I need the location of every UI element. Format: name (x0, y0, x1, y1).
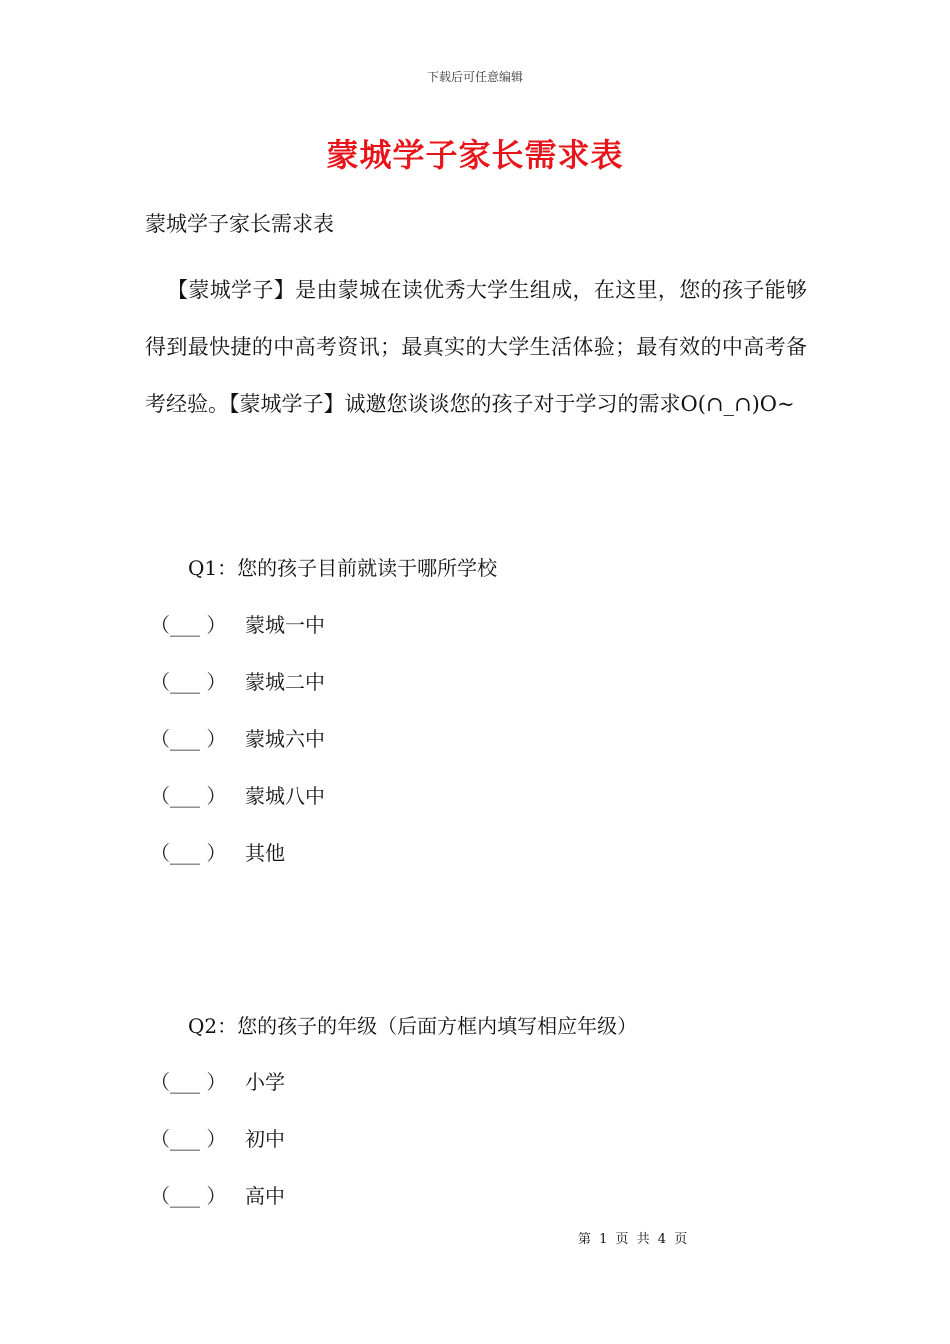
option-label: 蒙城八中 (245, 783, 325, 808)
question-1: Q1：您的孩子目前就读于哪所学校 (188, 556, 498, 580)
q1-option[interactable] (150, 666, 325, 694)
document-title: 蒙城学子家长需求表 (326, 136, 624, 174)
q2-option[interactable] (150, 1066, 285, 1094)
document-subtitle: 蒙城学子家长需求表 (145, 212, 334, 236)
q1-option[interactable] (150, 723, 325, 751)
option-label: 初中 (245, 1126, 285, 1151)
q1-option[interactable] (150, 837, 285, 865)
option-label: 蒙城六中 (245, 726, 325, 751)
option-label: 蒙城二中 (245, 669, 325, 694)
blank-marker[interactable]: （___ ） (150, 840, 227, 865)
blank-marker[interactable]: （___ ） (150, 726, 227, 751)
q2-option[interactable] (150, 1123, 285, 1151)
page-footer: 第 1 页 共 4 页 (578, 1232, 688, 1247)
blank-marker[interactable]: （___ ） (150, 612, 227, 637)
header-note: 下载后可任意编辑 (426, 70, 523, 84)
blank-marker[interactable]: （___ ） (150, 1183, 227, 1208)
blank-marker[interactable]: （___ ） (150, 1126, 227, 1151)
option-label: 小学 (245, 1069, 285, 1094)
option-label: 蒙城一中 (245, 612, 325, 637)
q1-option[interactable] (150, 609, 325, 637)
q2-option[interactable] (150, 1180, 285, 1208)
blank-marker[interactable]: （___ ） (150, 783, 227, 808)
intro-paragraph: 【蒙城学子】是由蒙城在读优秀大学生组成，在这里，您的孩子能够得到最快捷的中高考资讯；最真实的大学生活体验；最有效的中高考备考经验。【蒙城学子】诚邀您谈谈您的孩子对于学习的需求O(∩_∩)O~ (145, 278, 807, 416)
blank-marker[interactable]: （___ ） (150, 669, 227, 694)
option-label: 高中 (245, 1183, 285, 1208)
option-label: 其他 (245, 840, 285, 865)
q1-option[interactable] (150, 780, 325, 808)
blank-marker[interactable]: （___ ） (150, 1069, 227, 1094)
question-2: Q2：您的孩子的年级（后面方框内填写相应年级） (188, 1014, 638, 1038)
